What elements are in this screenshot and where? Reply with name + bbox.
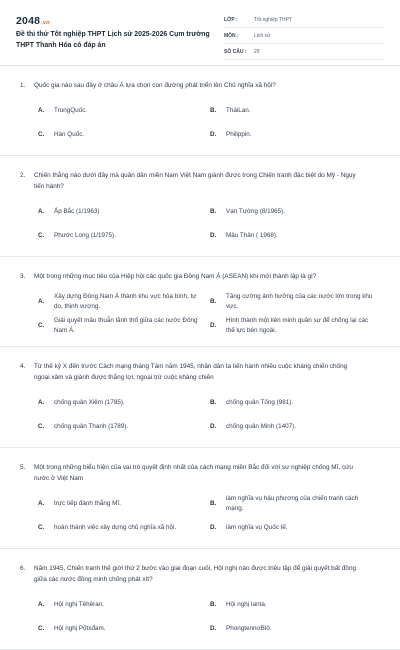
question-number: 3. xyxy=(20,273,26,280)
answer-option[interactable] xyxy=(38,492,210,516)
option-text: TrungQuốc. xyxy=(54,106,88,114)
option-letter: A. xyxy=(38,106,45,114)
answer-options xyxy=(38,492,384,548)
option-text: Philippin. xyxy=(226,130,252,138)
question-item xyxy=(0,448,400,549)
option-text: Ấp Bắc (1/1963) xyxy=(54,207,100,215)
meta-value: 29 xyxy=(254,48,260,55)
option-text: chống quân Tống (981). xyxy=(226,398,294,406)
logo-main: 2048 xyxy=(16,15,41,27)
answer-option[interactable] xyxy=(38,617,210,641)
option-letter: C. xyxy=(38,321,45,329)
logo-suffix: .vn xyxy=(41,20,50,26)
answer-option[interactable] xyxy=(210,617,382,641)
option-text: Phước Long (1/1975). xyxy=(54,231,116,239)
option-letter: C. xyxy=(38,231,45,239)
answer-option[interactable] xyxy=(38,200,210,224)
answer-option[interactable] xyxy=(210,492,382,516)
answer-option[interactable] xyxy=(38,391,210,415)
option-letter: D. xyxy=(210,231,217,239)
meta-row-count xyxy=(224,44,384,60)
option-letter: C. xyxy=(38,130,45,138)
answer-option[interactable] xyxy=(38,314,210,338)
answer-option[interactable] xyxy=(210,224,382,248)
option-letter: B. xyxy=(210,106,217,114)
question-text: Chiến thắng nào dưới đây mà quân dân miền Nam Việt Nam giành được trong Chiến tranh đặc biệt do Mỹ - Ngụy tiến hành? xyxy=(34,172,356,190)
answer-options xyxy=(38,200,384,256)
answer-option[interactable] xyxy=(210,200,382,224)
option-letter: D. xyxy=(210,624,217,632)
exam-header xyxy=(0,0,400,66)
answer-option[interactable] xyxy=(210,290,382,314)
option-text: TháiLan. xyxy=(226,106,251,114)
option-text: hoàn thành việc xây dựng chủ nghĩa xã hội. xyxy=(54,523,177,531)
answer-options xyxy=(38,99,384,155)
option-text: làm nghĩa vụ Quốc tế. xyxy=(226,523,288,531)
answer-option[interactable] xyxy=(210,391,382,415)
option-text: Hình thành một liên minh quân sự để chống lại các thế lực bên ngoài. xyxy=(226,316,369,334)
option-text: PhongtennơBlô. xyxy=(226,624,272,632)
answer-option[interactable] xyxy=(38,516,210,540)
option-text: trực tiếp đánh thắng Mĩ. xyxy=(54,499,121,507)
question-list xyxy=(0,66,400,650)
question-number: 1. xyxy=(20,82,26,89)
option-text: Xây dựng Đông Nam Á thành khu vực hòa bình, tự do, thịnh vượng. xyxy=(54,292,197,310)
answer-option[interactable] xyxy=(38,224,210,248)
option-letter: A. xyxy=(38,398,45,406)
option-text: chống quân Xiêm (1785). xyxy=(54,398,125,406)
option-letter: C. xyxy=(38,523,45,531)
option-text: Hội nghị Ianta. xyxy=(226,600,267,608)
answer-option[interactable] xyxy=(38,415,210,439)
meta-value: Lịch sử xyxy=(254,32,271,39)
question-item xyxy=(0,156,400,257)
option-letter: B. xyxy=(210,600,217,608)
answer-options xyxy=(38,391,384,447)
question-item xyxy=(0,347,400,448)
option-letter: C. xyxy=(38,624,45,632)
meta-key: LỚP : xyxy=(224,16,238,23)
site-logo[interactable] xyxy=(16,15,50,27)
option-text: Mậu Thân ( 1968). xyxy=(226,231,278,239)
answer-option[interactable] xyxy=(210,314,382,338)
answer-option[interactable] xyxy=(210,516,382,540)
option-text: chống quân Minh (1407). xyxy=(226,422,297,430)
option-text: làm nghĩa vụ hậu phương của chiến tranh cách mạng. xyxy=(226,494,359,512)
question-number: 4. xyxy=(20,363,26,370)
option-text: Vạn Tường (8/1965). xyxy=(226,207,285,215)
option-text: chống quân Thanh (1789). xyxy=(54,422,129,430)
question-text: Một trong những mục tiêu của Hiệp hội các quốc gia Đông Nam Á (ASEAN) khi mới thành lập là gì? xyxy=(34,273,317,280)
meta-key: MÔN : xyxy=(224,32,239,39)
option-letter: D. xyxy=(210,130,217,138)
option-text: Hàn Quốc. xyxy=(54,130,85,138)
answer-option[interactable] xyxy=(210,593,382,617)
question-number: 6. xyxy=(20,565,26,572)
option-letter: D. xyxy=(210,523,217,531)
option-letter: A. xyxy=(38,600,45,608)
option-letter: A. xyxy=(38,499,45,507)
option-letter: A. xyxy=(38,297,45,305)
option-letter: B. xyxy=(210,207,217,215)
option-text: Hội nghị Pốtxđam. xyxy=(54,624,106,632)
option-text: Giải quyết mâu thuẫn lãnh thổ giữa các nước Đông Nam Á. xyxy=(54,316,198,334)
exam-title: Đề thi thử Tốt nghiệp THPT Lịch sử 2025-2026 Cụm trường THPT Thanh Hóa có đáp án xyxy=(16,31,210,49)
answer-options xyxy=(38,290,384,346)
option-letter: C. xyxy=(38,422,45,430)
answer-option[interactable] xyxy=(38,99,210,123)
question-item xyxy=(0,549,400,650)
option-letter: D. xyxy=(210,422,217,430)
question-number: 5. xyxy=(20,464,26,471)
option-letter: B. xyxy=(210,499,217,507)
question-text: Từ thế kỷ X đến trước Cách mạng tháng Tám năm 1945, nhân dân ta tiến hành nhiều cuộc kháng chiến chống ngoại xâm và giành được thắng lợi, ngoại trừ cuộc kháng chiến xyxy=(34,363,348,381)
question-text: Năm 1945, Chiến tranh thế giới thứ 2 bước vào giai đoạn cuối, Hội nghị nào được triệu tập để giải quyết bất đồng giữa các nước đồng minh chống phát xít? xyxy=(34,565,357,583)
meta-row-class xyxy=(224,12,384,28)
answer-option[interactable] xyxy=(210,415,382,439)
answer-options xyxy=(38,593,384,649)
answer-option[interactable] xyxy=(210,99,382,123)
answer-option[interactable] xyxy=(38,123,210,147)
meta-key: SỐ CÂU : xyxy=(224,48,247,55)
option-text: Tăng cường ảnh hưởng của các nước lớn trong khu vực. xyxy=(226,292,373,310)
question-item xyxy=(0,66,400,156)
question-text: Quốc gia nào sau đây ở châu Á lựa chọn con đường phát triển lên Chủ nghĩa xã hội? xyxy=(34,82,276,89)
meta-value: Tốt nghiệp THPT xyxy=(254,16,292,23)
exam-meta xyxy=(224,12,384,60)
option-letter: B. xyxy=(210,297,217,305)
option-letter: B. xyxy=(210,398,217,406)
answer-option[interactable] xyxy=(38,290,210,314)
option-letter: D. xyxy=(210,321,217,329)
question-number: 2. xyxy=(20,172,26,179)
question-text: Một trong những biểu hiện của vai trò quyết định nhất của cách mạng miền Bắc đối với sự nghiệp chống Mĩ, cứu nước ở Việt Nam xyxy=(34,464,353,482)
option-letter: A. xyxy=(38,207,45,215)
meta-row-subject xyxy=(224,28,384,44)
question-item xyxy=(0,257,400,347)
answer-option[interactable] xyxy=(210,123,382,147)
option-text: Hội nghị Têhêran. xyxy=(54,600,104,608)
answer-option[interactable] xyxy=(38,593,210,617)
